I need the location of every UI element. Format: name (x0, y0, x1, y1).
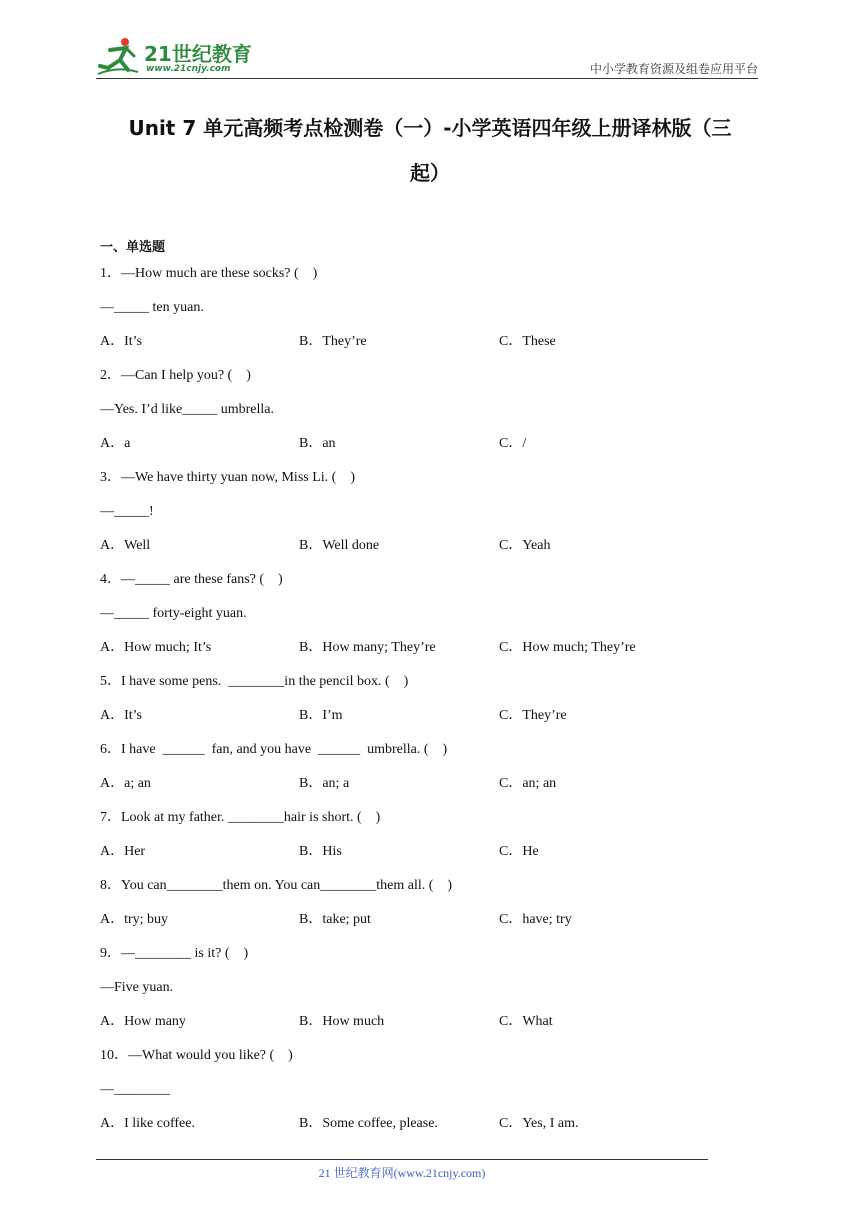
answer-option[interactable]: A．How much; It’s (100, 640, 212, 655)
question-stem: 1．—How much are these socks? ( ) (100, 266, 318, 281)
answer-option[interactable]: C．Yeah (499, 538, 551, 553)
answer-option[interactable]: A．It’s (100, 708, 142, 723)
answer-option[interactable]: C．an; an (499, 776, 557, 791)
question-stem: 8．You can________them on. You can________them all. ( ) (100, 878, 453, 893)
answer-option[interactable]: A．a; an (100, 776, 151, 791)
answer-option[interactable]: B．His (299, 844, 342, 859)
page-header (96, 34, 758, 80)
answer-option[interactable]: C．They’re (499, 708, 567, 723)
answer-option[interactable]: C．Yes, I am. (499, 1116, 579, 1131)
answer-option[interactable]: C．have; try (499, 912, 572, 927)
question-stem: 5．I have some pens. ________in the pencil box. ( ) (100, 674, 409, 689)
runner-logo-icon (96, 36, 140, 76)
question-stem: 3．—We have thirty yuan now, Miss Li. ( ) (100, 470, 355, 485)
question-response-line: —_____ forty-eight yuan. (100, 606, 247, 621)
answer-option[interactable]: B．Well done (299, 538, 380, 553)
question-stem: 7．Look at my father. ________hair is short. ( ) (100, 810, 381, 825)
answer-option[interactable]: C．He (499, 844, 539, 859)
question-stem: 6．I have ______ fan, and you have ______ umbrella. ( ) (100, 742, 448, 757)
answer-option[interactable]: B．I’m (299, 708, 343, 723)
answer-option[interactable]: A．Well (100, 538, 151, 553)
logo-text: 21世纪教育 (144, 42, 252, 66)
answer-option[interactable]: B．an; a (299, 776, 350, 791)
title-line-2: 起） (410, 161, 450, 185)
answer-option[interactable]: B．They’re (299, 334, 367, 349)
answer-option[interactable]: A．Her (100, 844, 146, 859)
question-response-line: —_____! (100, 504, 154, 519)
answer-option[interactable]: A．How many (100, 1014, 186, 1029)
answer-option[interactable]: A．I like coffee. (100, 1116, 195, 1131)
question-stem: 9．—________ is it? ( ) (100, 946, 249, 961)
question-stem: 4．—_____ are these fans? ( ) (100, 572, 283, 587)
header-slogan: 中小学教育资源及组卷应用平台 (589, 62, 758, 76)
answer-option[interactable]: B．How much (299, 1014, 385, 1029)
answer-option[interactable]: A．try; buy (100, 912, 169, 927)
question-stem: 10．—What would you like? ( ) (100, 1048, 293, 1063)
answer-option[interactable]: C．/ (499, 436, 527, 451)
logo (96, 34, 266, 78)
footer-text: 21 世纪教育网(www.21cnjy.com) (318, 1166, 486, 1180)
question-stem: 2．—Can I help you? ( ) (100, 368, 251, 383)
footer-divider (96, 1159, 708, 1160)
answer-option[interactable]: C．What (499, 1014, 553, 1029)
answer-option[interactable]: B．take; put (299, 912, 371, 927)
page-title (96, 106, 764, 196)
answer-option[interactable]: A．It’s (100, 334, 142, 349)
section-title: 一、单选题 (100, 240, 166, 255)
header-divider (96, 78, 758, 79)
title-line-1: Unit 7 单元高频考点检测卷（一）-小学英语四年级上册译林版（三 (128, 116, 732, 140)
answer-option[interactable]: C．These (499, 334, 556, 349)
answer-option[interactable]: B．Some coffee, please. (299, 1116, 438, 1131)
answer-option[interactable]: C．How much; They’re (499, 640, 636, 655)
question-response-line: —Yes. I’d like_____ umbrella. (100, 402, 274, 417)
question-response-line: —________ (100, 1082, 170, 1097)
question-response-line: —Five yuan. (100, 980, 174, 995)
logo-url: www.21cnjy.com (146, 64, 231, 74)
answer-option[interactable]: A．a (100, 436, 131, 451)
answer-option[interactable]: B．How many; They’re (299, 640, 436, 655)
answer-option[interactable]: B．an (299, 436, 336, 451)
question-response-line: —_____ ten yuan. (100, 300, 204, 315)
